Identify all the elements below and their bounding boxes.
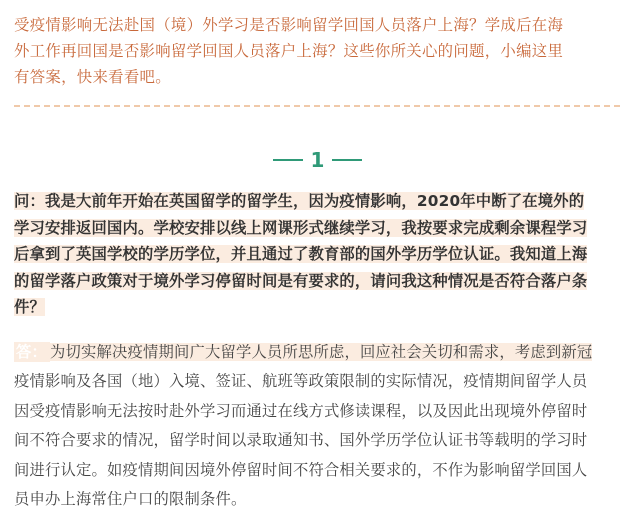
question-text: 学习安排返回国内。学校安排以线上网课形式继续学习，我按要求完成剩余课程学习 — [14, 218, 588, 237]
answer-line: 因受疫情影响无法按时赴外学习而通过在线方式修读课程，以及因此出现境外停留时 — [14, 401, 588, 420]
question-line — [14, 215, 626, 242]
question-text: 的留学落户政策对于境外学习停留时间是有要求的，请问我这种情况是否符合落户条 — [14, 271, 588, 290]
question-line — [14, 268, 626, 295]
question-text: 后拿到了英国学校的学历学位，并且通过了教育部的国外学历学位认证。我知道上海 — [14, 245, 588, 264]
intro-line: 外工作再回国是否影响留学回国人员落户上海？这些你所关心的问题，小编这里 — [14, 42, 564, 60]
answer-line: 疫情影响及各国（地）入境、签证、航班等政策限制的实际情况，疫情期间留学人员 — [14, 372, 588, 391]
heading-left-line — [273, 159, 303, 161]
intro-paragraph — [14, 12, 626, 90]
answer-label: 答： — [14, 342, 50, 362]
question-text: 问：我是大前年开始在英国留学的留学生，因为疫情影响，2020年中断了在境外的 — [14, 192, 585, 210]
question-block — [14, 188, 626, 321]
answer-line: 员申办上海常住户口的限制条件。 — [14, 490, 247, 509]
question-line — [14, 188, 626, 215]
answer-line: 间不符合要求的情况，留学时间以录取通知书、国外学历学位认证书等载明的学习时 — [14, 431, 588, 450]
intro-line: 有答案，快来看看吧。 — [14, 68, 171, 86]
question-line — [14, 294, 626, 321]
answer-block — [14, 338, 626, 514]
section-number-heading — [0, 146, 635, 174]
intro-line: 受疫情影响无法赴国（境）外学习是否影响留学回国人员落户上海？学成后在海 — [14, 16, 564, 34]
question-text: 件？ — [14, 298, 45, 317]
answer-text: 为切实解决疫情期间广大留学人员所思所虑，回应社会关切和需求，考虑到新冠 — [50, 343, 593, 361]
dashed-divider — [14, 105, 620, 107]
question-line — [14, 241, 626, 268]
answer-line: 间进行认定。如疫情期间因境外停留时间不符合相关要求的，不作为影响留学回国人 — [14, 460, 588, 479]
section-number: 1 — [310, 148, 325, 172]
answer-line — [14, 338, 626, 367]
heading-right-line — [332, 159, 362, 161]
